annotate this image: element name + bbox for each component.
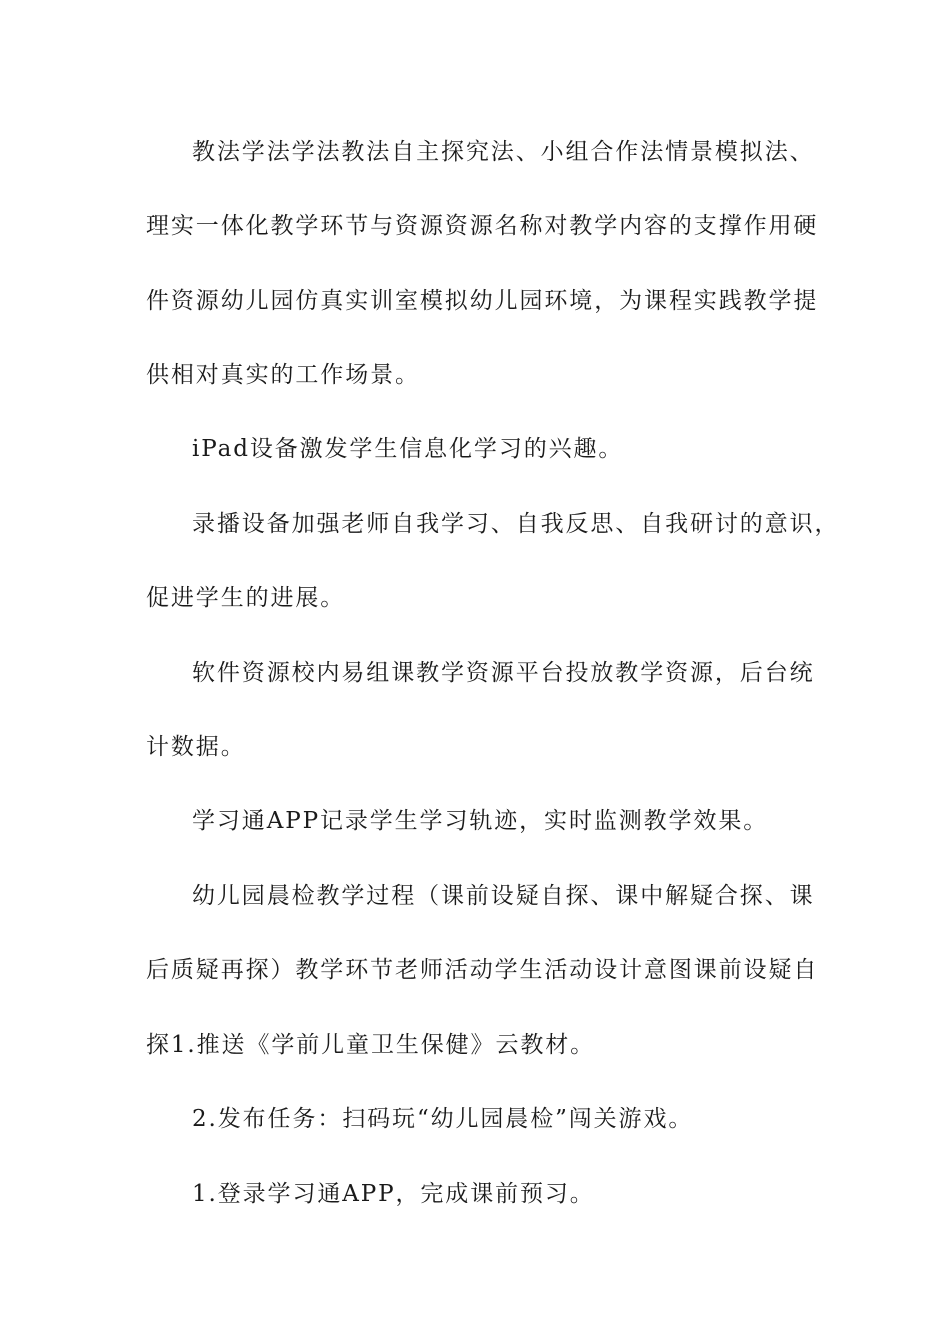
text-line: 计数据。 (146, 734, 246, 760)
text-line: 探1.推送《学前儿童卫生保健》云教材。 (146, 1032, 596, 1058)
text-line: 理实一体化教学环节与资源资源名称对教学内容的支撑作用硬 (146, 213, 819, 239)
text-line: 1.登录学习通APP，完成课前预习。 (192, 1181, 595, 1207)
text-line: 供相对真实的工作场景。 (146, 362, 420, 388)
text-line: 教法学法学法教法自主探究法、小组合作法情景模拟法、 (192, 139, 815, 165)
text-line: 件资源幼儿园仿真实训室模拟幼儿园环境，为课程实践教学提 (146, 288, 819, 314)
text-line: iPad设备激发学生信息化学习的兴趣。 (192, 436, 624, 462)
text-line: 录播设备加强老师自我学习、自我反思、自我研讨的意识， (192, 511, 840, 537)
text-line: 2.发布任务：扫码玩“幼儿园晨检”闯关游戏。 (192, 1106, 694, 1132)
text-line: 软件资源校内易组课教学资源平台投放教学资源，后台统 (192, 660, 815, 686)
text-line: 学习通APP记录学生学习轨迹，实时监测教学效果。 (192, 808, 769, 834)
text-line: 幼儿园晨检教学过程（课前设疑自探、课中解疑合探、课 (192, 883, 815, 909)
text-line: 促进学生的进展。 (146, 585, 346, 611)
text-line: 后质疑再探）教学环节老师活动学生活动设计意图课前设疑自 (146, 957, 819, 983)
